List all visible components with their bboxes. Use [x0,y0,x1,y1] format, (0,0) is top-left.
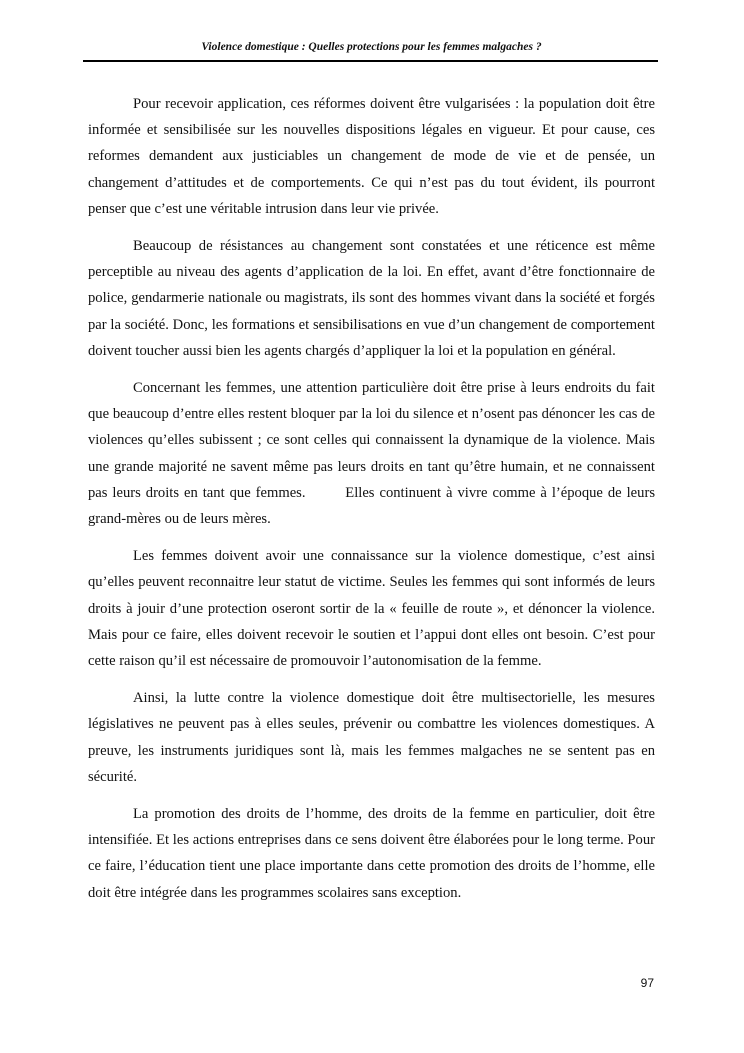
paragraph: Ainsi, la lutte contre la violence domestique doit être multisectorielle, les mesures législatives ne peuvent pas à elles seules, prévenir ou combattre les violences domestiques. A preuve, les instruments juridiques sont là, mais les femmes malgaches ne se sentent pas en sécurité. [88,690,655,785]
page-number: 97 [640,976,654,990]
paragraph: La promotion des droits de l’homme, des droits de la femme en particulier, doit être intensifiée. Et les actions entreprises dans ce sens doivent être élaborées pour le long terme. Pour ce faire, l’éducation tient une place importante dans cette promotion des droits de l’homme, elle doit être intégrée dans les programmes scolaires sans exception. [88,806,655,901]
header-rule [83,60,658,62]
body-text [88,91,659,917]
paragraph: Concernant les femmes, une attention particulière doit être prise à leurs endroits du fait que beaucoup d’entre elles restent bloquer par la loi du silence et n’osent pas dénoncer les cas de violences qu’elles subissent ; ce sont celles qui connaissent la dynamique de la violence. Mais une grande majorité ne savent même pas leurs droits en tant qu’être humain, et ne connaissent pas leurs droits en tant que femmes. Elles continuent à vivre comme à l’époque de leurs grand-mères ou de leurs mères. [88,380,659,528]
paragraph: Beaucoup de résistances au changement sont constatées et une réticence est même perceptible au niveau des agents d’application de la loi. En effet, avant d’être fonctionnaire de police, gendarmerie nationale ou magistrats, ils sont des hommes vivant dans la société et forgés par la société. Donc, les formations et sensibilisations en vue d’un changement de comportement doivent toucher aussi bien les agents chargés d’appliquer la loi et la population en général. [88,238,655,359]
paragraph: Les femmes doivent avoir une connaissance sur la violence domestique, c’est ainsi qu’elles peuvent reconnaitre leur statut de victime. Seules les femmes qui sont informés de leurs droits à jouir d’une protection oseront sortir de la « feuille de route », et dénoncer la violence. Mais pour ce faire, elles doivent recevoir le soutien et l’appui dont elles ont besoin. C’est pour cette raison qu’il est nécessaire de promouvoir l’autonomisation de la femme. [88,548,655,670]
running-header: Violence domestique : Quelles protections pour les femmes malgaches ? [201,41,542,53]
paragraph: Pour recevoir application, ces réformes doivent être vulgarisées : la population doit être informée et sensibilisée sur les nouvelles dispositions légales en vigueur. Et pour cause, ces reformes demandent aux justiciables un changement de mode de vie et de pensée, un changement d’attitudes et de comportements. Ce qui n’est pas du tout évident, ils pourront penser que c’est une véritable intrusion dans leur vie privée. [88,96,655,217]
